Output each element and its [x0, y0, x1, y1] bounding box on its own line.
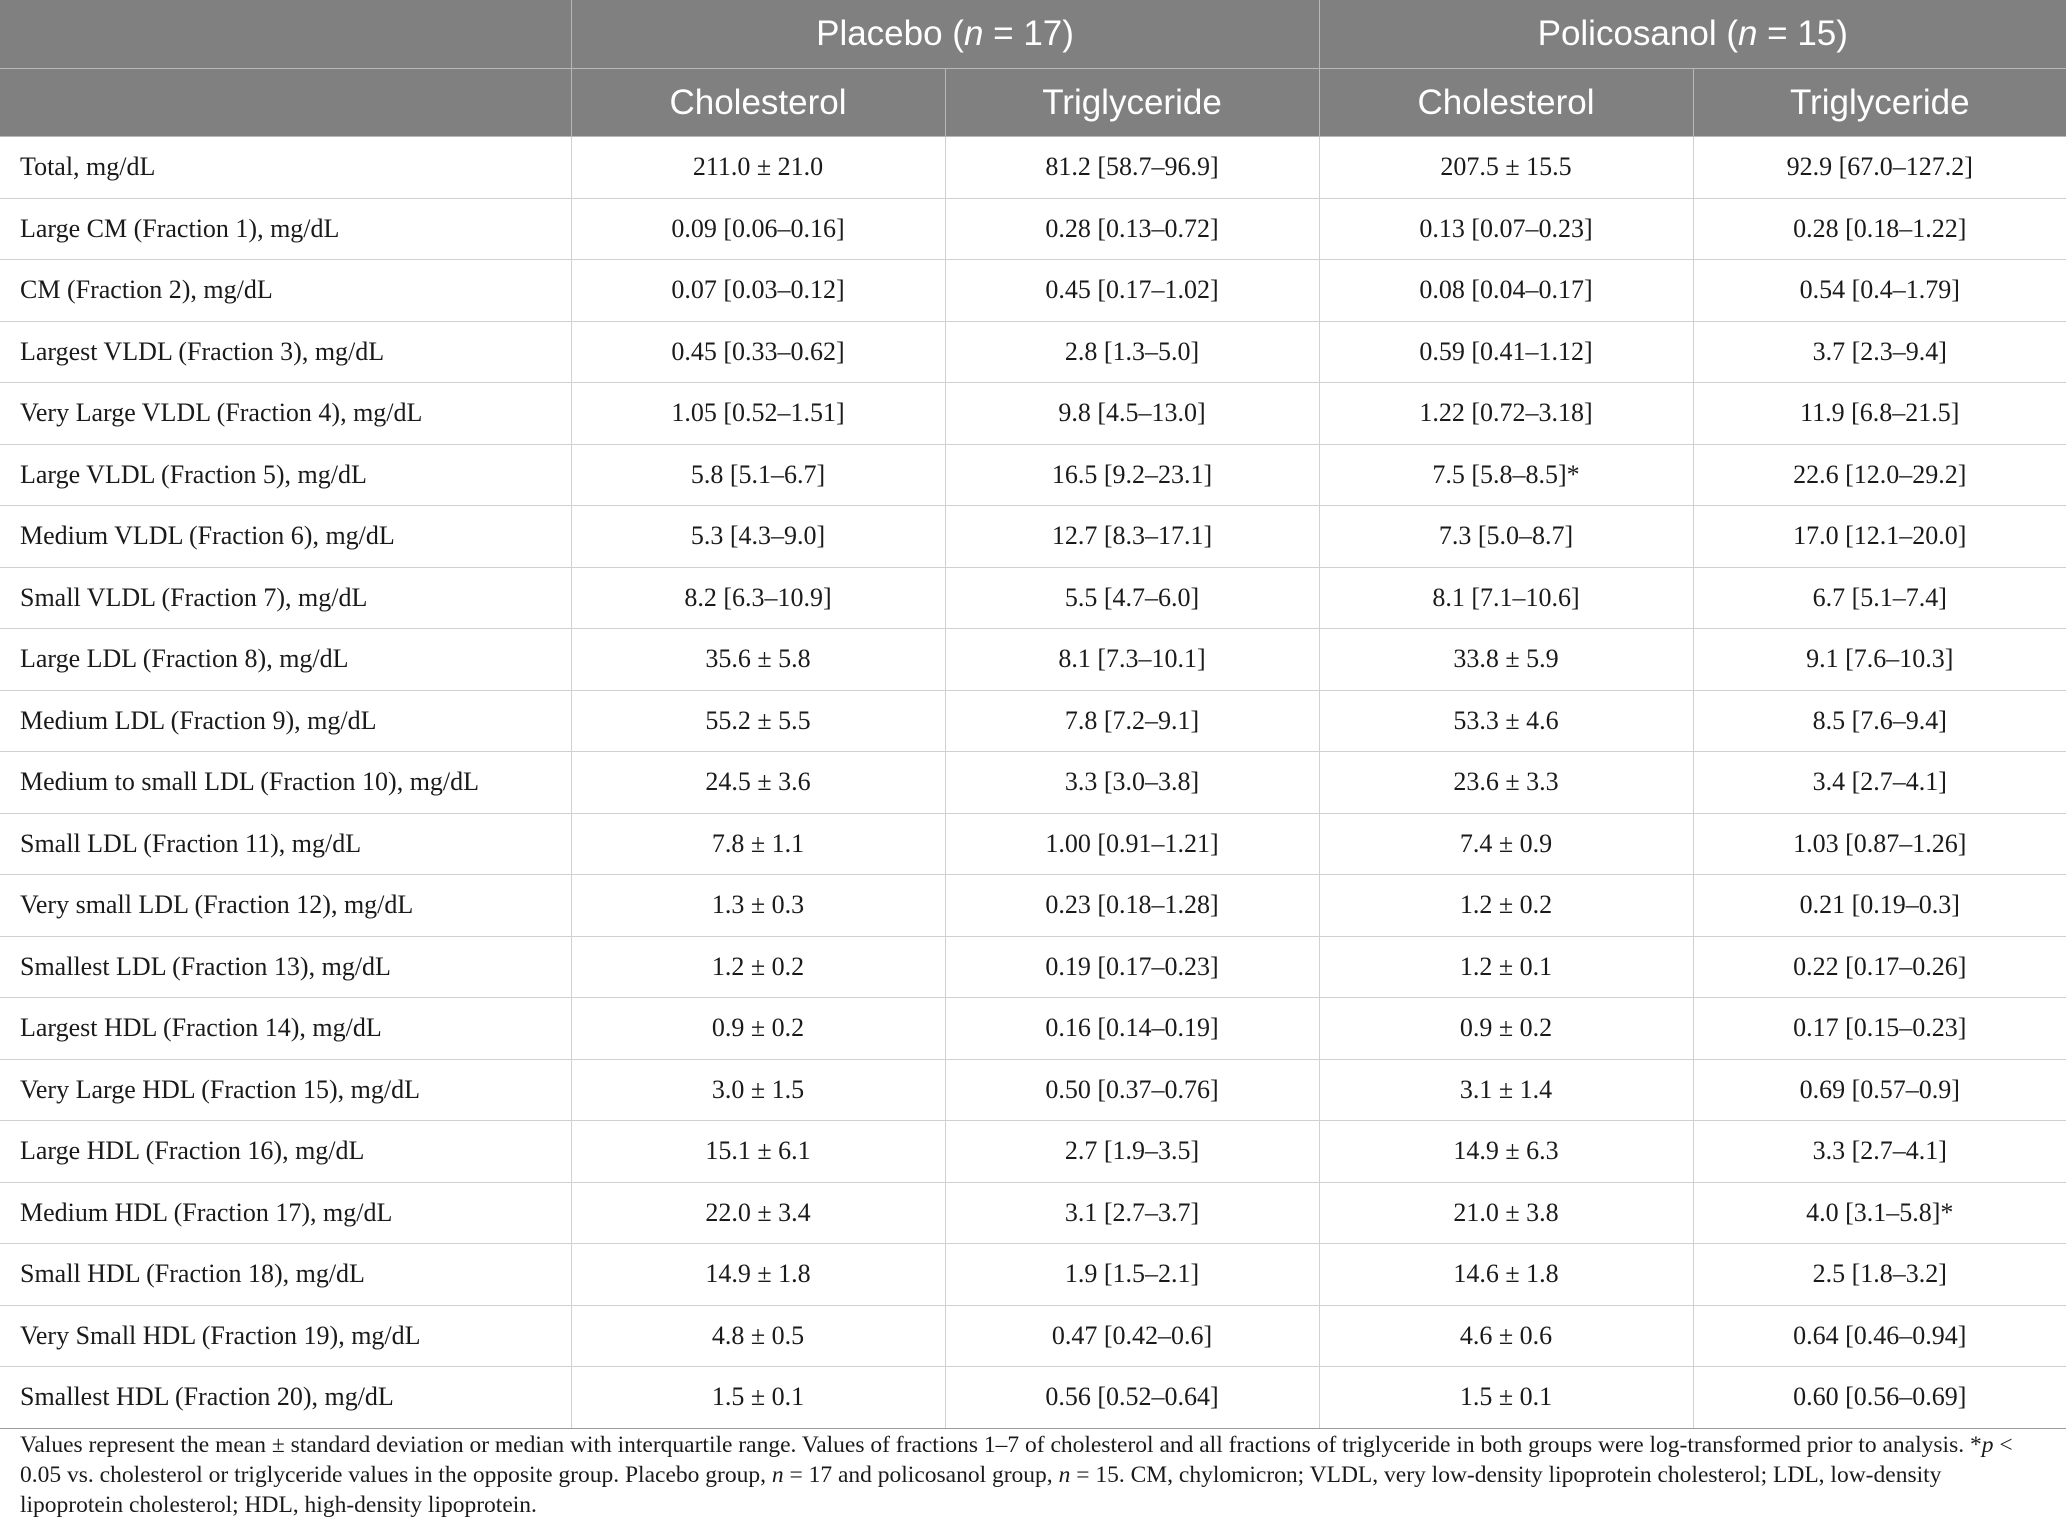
row-label: Very Large VLDL (Fraction 4), mg/dL — [0, 383, 571, 445]
row-label: Small VLDL (Fraction 7), mg/dL — [0, 567, 571, 629]
row-label: Medium HDL (Fraction 17), mg/dL — [0, 1182, 571, 1244]
policosanol-n-value: = 15) — [1757, 14, 1848, 53]
cell-placebo-triglyceride: 12.7 [8.3–17.1] — [945, 506, 1319, 568]
cell-policosanol-cholesterol: 53.3 ± 4.6 — [1319, 690, 1693, 752]
cell-placebo-cholesterol: 1.05 [0.52–1.51] — [571, 383, 945, 445]
table-row — [0, 444, 2066, 506]
table-footnote — [20, 1430, 2050, 1520]
cell-policosanol-triglyceride: 3.4 [2.7–4.1] — [1693, 752, 2066, 814]
cell-placebo-triglyceride: 5.5 [4.7–6.0] — [945, 567, 1319, 629]
table-row — [0, 875, 2066, 937]
cell-policosanol-cholesterol: 0.9 ± 0.2 — [1319, 998, 1693, 1060]
table-row — [0, 1367, 2066, 1429]
row-label: Small LDL (Fraction 11), mg/dL — [0, 813, 571, 875]
cell-policosanol-triglyceride: 0.64 [0.46–0.94] — [1693, 1305, 2066, 1367]
footnote-text-2: < 0.05 vs. cholesterol or triglyceride values in the opposite group. Placebo group, — [20, 1432, 2013, 1488]
table-row — [0, 506, 2066, 568]
cell-policosanol-cholesterol: 0.13 [0.07–0.23] — [1319, 198, 1693, 260]
cell-placebo-cholesterol: 7.8 ± 1.1 — [571, 813, 945, 875]
table-row — [0, 567, 2066, 629]
cell-policosanol-triglyceride: 3.7 [2.3–9.4] — [1693, 321, 2066, 383]
row-label: Large LDL (Fraction 8), mg/dL — [0, 629, 571, 691]
cell-policosanol-cholesterol: 8.1 [7.1–10.6] — [1319, 567, 1693, 629]
cell-placebo-triglyceride: 0.28 [0.13–0.72] — [945, 198, 1319, 260]
cell-placebo-cholesterol: 1.5 ± 0.1 — [571, 1367, 945, 1429]
cell-policosanol-triglyceride: 6.7 [5.1–7.4] — [1693, 567, 2066, 629]
policosanol-n-label: n — [1737, 14, 1758, 53]
cell-placebo-triglyceride: 1.9 [1.5–2.1] — [945, 1244, 1319, 1306]
cell-policosanol-cholesterol: 3.1 ± 1.4 — [1319, 1059, 1693, 1121]
cell-placebo-triglyceride: 8.1 [7.3–10.1] — [945, 629, 1319, 691]
cell-placebo-triglyceride: 9.8 [4.5–13.0] — [945, 383, 1319, 445]
placebo-name: Placebo — [816, 14, 943, 53]
table-row — [0, 936, 2066, 998]
cell-placebo-cholesterol: 1.3 ± 0.3 — [571, 875, 945, 937]
cell-policosanol-triglyceride: 92.9 [67.0–127.2] — [1693, 137, 2066, 199]
header-blank-cell — [0, 0, 571, 69]
row-label: Largest HDL (Fraction 14), mg/dL — [0, 998, 571, 1060]
cell-policosanol-triglyceride: 0.22 [0.17–0.26] — [1693, 936, 2066, 998]
row-label: Smallest LDL (Fraction 13), mg/dL — [0, 936, 571, 998]
cell-policosanol-triglyceride: 17.0 [12.1–20.0] — [1693, 506, 2066, 568]
footnote-text-1: Values represent the mean ± standard deviation or median with interquartile range. Values of fractions 1–7 of cholesterol and all fractions of triglyceride in both groups were log-transformed prior to analysis. * — [20, 1432, 1982, 1458]
cell-placebo-cholesterol: 15.1 ± 6.1 — [571, 1121, 945, 1183]
cell-placebo-triglyceride: 1.00 [0.91–1.21] — [945, 813, 1319, 875]
cell-placebo-cholesterol: 24.5 ± 3.6 — [571, 752, 945, 814]
footnote-text-4: = 15. CM, chylomicron; VLDL, very low-density lipoprotein cholesterol; LDL, low-density lipoprotein cholesterol; HDL, high-density lipoprotein. — [20, 1462, 1942, 1518]
footnote-n-symbol-2: n — [1058, 1462, 1071, 1488]
cell-policosanol-triglyceride: 11.9 [6.8–21.5] — [1693, 383, 2066, 445]
row-label: Very Small HDL (Fraction 19), mg/dL — [0, 1305, 571, 1367]
cell-policosanol-cholesterol: 33.8 ± 5.9 — [1319, 629, 1693, 691]
table-row — [0, 1244, 2066, 1306]
row-label: Smallest HDL (Fraction 20), mg/dL — [0, 1367, 571, 1429]
cell-placebo-triglyceride: 0.16 [0.14–0.19] — [945, 998, 1319, 1060]
row-label: Largest VLDL (Fraction 3), mg/dL — [0, 321, 571, 383]
cell-policosanol-cholesterol: 4.6 ± 0.6 — [1319, 1305, 1693, 1367]
table-row — [0, 1121, 2066, 1183]
cell-placebo-cholesterol: 5.3 [4.3–9.0] — [571, 506, 945, 568]
cell-policosanol-triglyceride: 22.6 [12.0–29.2] — [1693, 444, 2066, 506]
cell-placebo-triglyceride: 0.45 [0.17–1.02] — [945, 260, 1319, 322]
cell-placebo-cholesterol: 3.0 ± 1.5 — [571, 1059, 945, 1121]
cell-policosanol-triglyceride: 3.3 [2.7–4.1] — [1693, 1121, 2066, 1183]
cell-policosanol-cholesterol: 1.22 [0.72–3.18] — [1319, 383, 1693, 445]
row-label: CM (Fraction 2), mg/dL — [0, 260, 571, 322]
cell-placebo-cholesterol: 1.2 ± 0.2 — [571, 936, 945, 998]
cell-policosanol-cholesterol: 0.59 [0.41–1.12] — [1319, 321, 1693, 383]
cell-policosanol-cholesterol: 7.5 [5.8–8.5]* — [1319, 444, 1693, 506]
cell-policosanol-triglyceride: 4.0 [3.1–5.8]* — [1693, 1182, 2066, 1244]
cell-policosanol-triglyceride: 0.21 [0.19–0.3] — [1693, 875, 2066, 937]
placebo-n-label: n — [963, 14, 984, 53]
cell-policosanol-cholesterol: 21.0 ± 3.8 — [1319, 1182, 1693, 1244]
cell-policosanol-cholesterol: 23.6 ± 3.3 — [1319, 752, 1693, 814]
cell-policosanol-triglyceride: 1.03 [0.87–1.26] — [1693, 813, 2066, 875]
cell-placebo-triglyceride: 0.19 [0.17–0.23] — [945, 936, 1319, 998]
cell-placebo-triglyceride: 3.1 [2.7–3.7] — [945, 1182, 1319, 1244]
footnote-n-symbol-1: n — [771, 1462, 784, 1488]
cell-policosanol-triglyceride: 8.5 [7.6–9.4] — [1693, 690, 2066, 752]
cell-placebo-triglyceride: 81.2 [58.7–96.9] — [945, 137, 1319, 199]
table-row — [0, 321, 2066, 383]
cell-policosanol-cholesterol: 207.5 ± 15.5 — [1319, 137, 1693, 199]
cell-placebo-cholesterol: 35.6 ± 5.8 — [571, 629, 945, 691]
placebo-n-value: = 17) — [983, 14, 1074, 53]
table-row — [0, 1305, 2066, 1367]
table-row — [0, 260, 2066, 322]
header-placebo-cholesterol: Cholesterol — [571, 69, 945, 137]
cell-placebo-cholesterol: 55.2 ± 5.5 — [571, 690, 945, 752]
table-row — [0, 629, 2066, 691]
header-placebo-triglyceride: Triglyceride — [945, 69, 1319, 137]
cell-placebo-cholesterol: 0.09 [0.06–0.16] — [571, 198, 945, 260]
table-row — [0, 1182, 2066, 1244]
cell-placebo-cholesterol: 14.9 ± 1.8 — [571, 1244, 945, 1306]
table-row — [0, 998, 2066, 1060]
cell-placebo-triglyceride: 0.56 [0.52–0.64] — [945, 1367, 1319, 1429]
cell-policosanol-triglyceride: 0.54 [0.4–1.79] — [1693, 260, 2066, 322]
cell-policosanol-cholesterol: 1.2 ± 0.2 — [1319, 875, 1693, 937]
cell-placebo-triglyceride: 2.8 [1.3–5.0] — [945, 321, 1319, 383]
table-row — [0, 690, 2066, 752]
cell-policosanol-cholesterol: 7.4 ± 0.9 — [1319, 813, 1693, 875]
cell-placebo-cholesterol: 4.8 ± 0.5 — [571, 1305, 945, 1367]
row-label: Medium LDL (Fraction 9), mg/dL — [0, 690, 571, 752]
cell-policosanol-triglyceride: 0.17 [0.15–0.23] — [1693, 998, 2066, 1060]
policosanol-name: Policosanol — [1537, 14, 1717, 53]
table-row — [0, 1059, 2066, 1121]
table-row — [0, 137, 2066, 199]
footnote-p-symbol: p — [1981, 1432, 1994, 1458]
row-label: Large CM (Fraction 1), mg/dL — [0, 198, 571, 260]
cell-policosanol-triglyceride: 0.69 [0.57–0.9] — [1693, 1059, 2066, 1121]
row-label: Total, mg/dL — [0, 137, 571, 199]
cell-policosanol-triglyceride: 9.1 [7.6–10.3] — [1693, 629, 2066, 691]
row-label: Small HDL (Fraction 18), mg/dL — [0, 1244, 571, 1306]
table-row — [0, 198, 2066, 260]
row-label: Large VLDL (Fraction 5), mg/dL — [0, 444, 571, 506]
cell-placebo-triglyceride: 0.23 [0.18–1.28] — [945, 875, 1319, 937]
cell-placebo-triglyceride: 0.47 [0.42–0.6] — [945, 1305, 1319, 1367]
header-row-groups — [0, 0, 2066, 69]
cell-policosanol-cholesterol: 14.9 ± 6.3 — [1319, 1121, 1693, 1183]
cell-policosanol-triglyceride: 0.28 [0.18–1.22] — [1693, 198, 2066, 260]
table-row — [0, 383, 2066, 445]
header-row-measures — [0, 69, 2066, 137]
row-label: Very small LDL (Fraction 12), mg/dL — [0, 875, 571, 937]
row-label: Very Large HDL (Fraction 15), mg/dL — [0, 1059, 571, 1121]
cell-policosanol-triglyceride: 2.5 [1.8–3.2] — [1693, 1244, 2066, 1306]
table-row — [0, 813, 2066, 875]
cell-placebo-cholesterol: 5.8 [5.1–6.7] — [571, 444, 945, 506]
cell-policosanol-cholesterol: 1.2 ± 0.1 — [1319, 936, 1693, 998]
cell-policosanol-triglyceride: 0.60 [0.56–0.69] — [1693, 1367, 2066, 1429]
cell-placebo-triglyceride: 7.8 [7.2–9.1] — [945, 690, 1319, 752]
header-policosanol-group: Policosanol (n = 15) — [1319, 0, 2066, 69]
cell-placebo-cholesterol: 22.0 ± 3.4 — [571, 1182, 945, 1244]
table-body — [0, 137, 2066, 1429]
cell-placebo-cholesterol: 0.9 ± 0.2 — [571, 998, 945, 1060]
cell-policosanol-cholesterol: 14.6 ± 1.8 — [1319, 1244, 1693, 1306]
cell-placebo-triglyceride: 16.5 [9.2–23.1] — [945, 444, 1319, 506]
header-blank-cell — [0, 69, 571, 137]
row-label: Medium to small LDL (Fraction 10), mg/dL — [0, 752, 571, 814]
table-header — [0, 0, 2066, 137]
cell-policosanol-cholesterol: 0.08 [0.04–0.17] — [1319, 260, 1693, 322]
cell-placebo-cholesterol: 211.0 ± 21.0 — [571, 137, 945, 199]
cell-policosanol-cholesterol: 7.3 [5.0–8.7] — [1319, 506, 1693, 568]
footnote-text-3: = 17 and policosanol group, — [783, 1462, 1059, 1488]
header-placebo-group: Placebo (n = 17) — [571, 0, 1319, 69]
cell-placebo-cholesterol: 8.2 [6.3–10.9] — [571, 567, 945, 629]
row-label: Medium VLDL (Fraction 6), mg/dL — [0, 506, 571, 568]
row-label: Large HDL (Fraction 16), mg/dL — [0, 1121, 571, 1183]
cell-policosanol-cholesterol: 1.5 ± 0.1 — [1319, 1367, 1693, 1429]
table-row — [0, 752, 2066, 814]
cell-placebo-cholesterol: 0.07 [0.03–0.12] — [571, 260, 945, 322]
cell-placebo-triglyceride: 3.3 [3.0–3.8] — [945, 752, 1319, 814]
cell-placebo-triglyceride: 2.7 [1.9–3.5] — [945, 1121, 1319, 1183]
header-policosanol-triglyceride: Triglyceride — [1693, 69, 2066, 137]
cell-placebo-triglyceride: 0.50 [0.37–0.76] — [945, 1059, 1319, 1121]
cell-placebo-cholesterol: 0.45 [0.33–0.62] — [571, 321, 945, 383]
header-policosanol-cholesterol: Cholesterol — [1319, 69, 1693, 137]
